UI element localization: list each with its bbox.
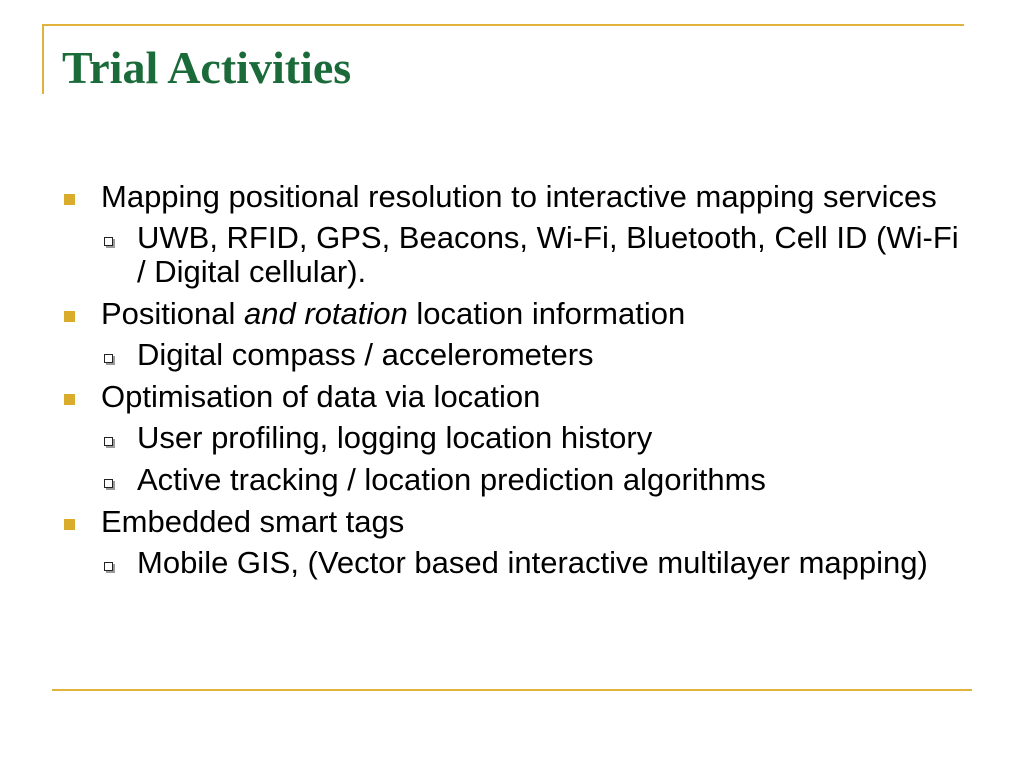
sub-bullet-item xyxy=(64,421,964,455)
sub-bullet-text: Active tracking / location prediction algorithms xyxy=(137,462,766,497)
bullet-text: Optimisation of data via location xyxy=(101,379,541,414)
bullet-text-after: location information xyxy=(407,296,686,331)
frame-bottom-line xyxy=(52,689,972,691)
square-bullet-icon xyxy=(64,311,75,322)
sub-bullet-item xyxy=(64,546,964,580)
hollow-square-bullet-icon xyxy=(104,437,113,446)
hollow-square-bullet-icon xyxy=(104,479,113,488)
sub-bullet-text: Mobile GIS, (Vector based interactive multilayer mapping) xyxy=(137,545,928,580)
sub-bullet-text: Digital compass / accelerometers xyxy=(137,337,594,372)
bullet-list xyxy=(64,180,964,588)
bullet-item xyxy=(64,297,964,331)
frame-left-line xyxy=(42,24,44,94)
sub-bullet-item xyxy=(64,338,964,372)
hollow-square-bullet-icon xyxy=(104,237,113,246)
sub-bullet-item xyxy=(64,463,964,497)
bullet-text-italic: and rotation xyxy=(244,296,408,331)
bullet-item xyxy=(64,180,964,214)
bullet-text-before: Positional xyxy=(101,296,245,331)
sub-bullet-text: UWB, RFID, GPS, Beacons, Wi-Fi, Bluetooth, Cell ID (Wi-Fi / Digital cellular). xyxy=(137,220,959,289)
sub-bullet-text: User profiling, logging location history xyxy=(137,420,653,455)
slide-title: Trial Activities xyxy=(62,42,352,93)
square-bullet-icon xyxy=(64,519,75,530)
frame-top-line xyxy=(42,24,964,26)
square-bullet-icon xyxy=(64,194,75,205)
bullet-text: Mapping positional resolution to interactive mapping services xyxy=(101,179,937,214)
bullet-text: Embedded smart tags xyxy=(101,504,405,539)
hollow-square-bullet-icon xyxy=(104,562,113,571)
hollow-square-bullet-icon xyxy=(104,354,113,363)
square-bullet-icon xyxy=(64,394,75,405)
bullet-item xyxy=(64,505,964,539)
sub-bullet-item xyxy=(64,221,964,289)
bullet-item xyxy=(64,380,964,414)
